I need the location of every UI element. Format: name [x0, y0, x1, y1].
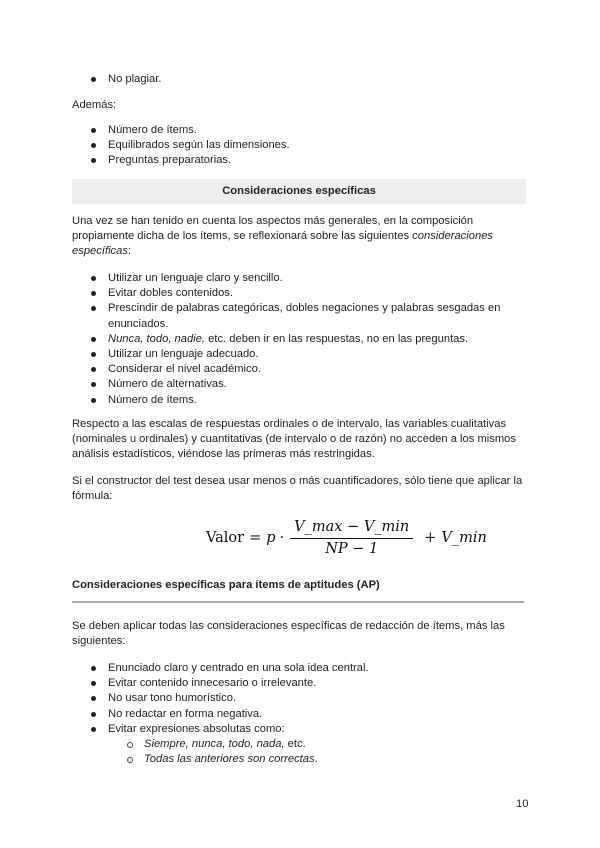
section-band-title: Consideraciones específicas: [72, 179, 526, 204]
item-emphasis: Nunca, todo, nadie,: [108, 332, 206, 345]
item-rest: etc. deben ir en las respuestas, no en las preguntas.: [205, 332, 469, 345]
paragraph-emphasis: consideraciones específicas: [72, 230, 494, 258]
list-item: No redactar en forma negativa.: [72, 707, 532, 722]
list-item: Evitar contenido innecesario o irrelevante.: [72, 676, 532, 691]
list-item: Prescindir de palabras categóricas, dobles negaciones y palabras sesgadas en enunciados.: [72, 301, 532, 331]
specific-list: [72, 271, 532, 408]
ademas-label: Además:: [72, 99, 117, 111]
item-rest: .: [314, 753, 318, 766]
list-item: Considerar el nivel académico.: [72, 362, 532, 377]
item-emphasis: Siempre, nunca, todo, nada,: [144, 738, 285, 751]
list-item-nunca: [72, 332, 532, 347]
item-rest: etc.: [284, 738, 306, 751]
list-item: Número de ítems.: [72, 393, 532, 408]
heading-rule: [72, 601, 524, 603]
paragraph-end: :: [127, 245, 132, 258]
item-emphasis: Todas las anteriores son correctas: [144, 753, 315, 766]
ap-sublist: [108, 737, 532, 767]
formula-denominator: NP − 1: [325, 541, 379, 558]
ademas-list: [72, 123, 532, 169]
list-item: Enunciado claro y centrado en una sola idea central.: [72, 661, 532, 676]
ap-list: [72, 661, 532, 767]
list-item: [72, 722, 532, 768]
list-item: Utilizar un lenguaje claro y sencillo.: [72, 271, 532, 286]
list-item: Equilibrados según las dimensiones.: [72, 138, 532, 153]
formula-dot: ·: [279, 530, 285, 547]
sublist-item: [108, 737, 532, 752]
formula-plus: +: [424, 530, 437, 547]
list-item: No plagiar.: [72, 72, 532, 87]
formula-numerator: V_max − V_min: [290, 520, 413, 539]
list-item: Número de alternativas.: [72, 377, 532, 392]
list-item: No usar tono humorístico.: [72, 691, 532, 706]
list-item: Evitar dobles contenidos.: [72, 286, 532, 301]
intro-list: [72, 72, 532, 87]
list-item: Preguntas preparatorias.: [72, 153, 532, 168]
formula-p: p: [266, 530, 276, 547]
page-number: 10: [516, 798, 529, 810]
list-item: Utilizar un lenguaje adecuado.: [72, 347, 532, 362]
ap-paragraph: Se deben aplicar todas las consideraciones específicas de redacción de ítems, más las siguientes:: [72, 620, 505, 648]
list-item: Número de ítems.: [72, 123, 532, 138]
formula-fraction: [290, 520, 413, 557]
value-formula: [206, 520, 487, 557]
ap-heading: Consideraciones específicas para ítems de aptitudes (AP): [72, 579, 380, 591]
formula-lhs: Valor: [206, 530, 245, 547]
formula-equals: =: [249, 530, 262, 547]
intro-paragraph: [72, 214, 530, 260]
formula-intro-paragraph: Si el constructor del test desea usar menos o más cuantificadores, sólo tiene que aplicar la fórmula:: [72, 475, 523, 503]
scales-paragraph: Respecto a las escalas de respuestas ordinales o de intervalo, las variables cualitativas (nominales u ordinales) y cuantitativas (de intervalo o de razón) no acceden a los mismos análisis estadísticos, viéndose las primeras más restringidas.: [72, 418, 516, 461]
sublist-item: [108, 752, 532, 767]
item-text: Evitar expresiones absolutas como:: [108, 722, 285, 735]
paragraph-text: Una vez se han tenido en cuenta los aspectos más generales, en la composición propiamente dicha de los ítems, se reflexionará sobre las siguientes: [72, 215, 474, 243]
formula-tail: V_min: [441, 530, 487, 547]
